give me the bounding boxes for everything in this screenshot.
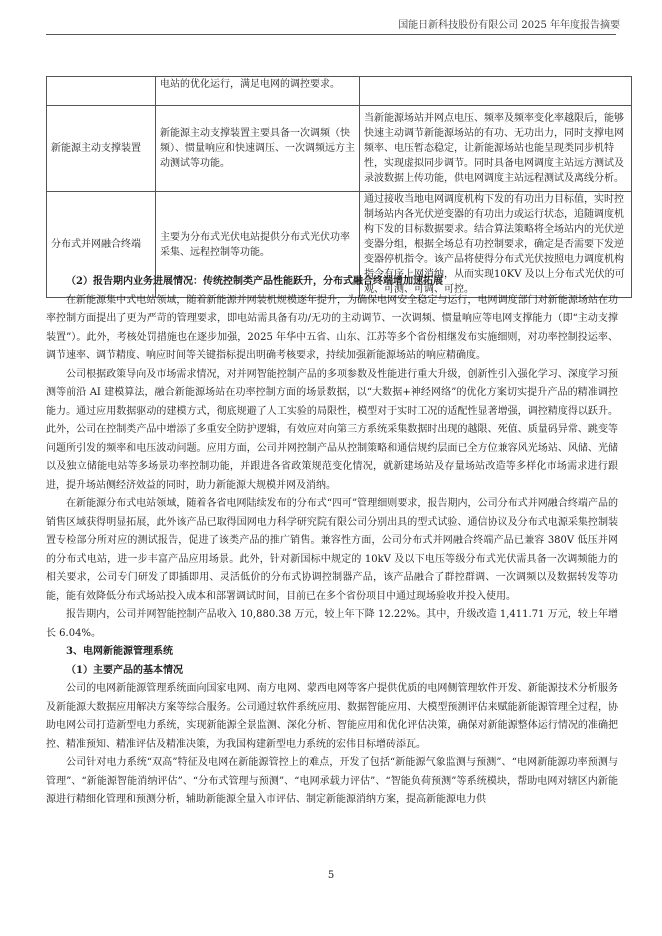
paragraph: 在新能源集中式电站领域，随着新能源并网装机规模逐年提升，为确保电网安全稳定与运行，电网调度部门对新能源场站在功率控制方面提出了更为严苛的管理要求，即电站需具备有功/无功的主动调节、一次调频、惯量响应等电网支撑能力（即“主动支撑装置”）。此外，考核处罚措施也在逐步加强，2025 年华中五省、山东、江苏等多个省份相继发布实施细则，对功率控制投运率、调节速率、调节精度、响应时间等关键指标提出明确考核要求，持续加强新能源场站的响应精确度。 xyxy=(46,294,618,361)
table-cell-summary: 新能源主动支撑装置主要具备一次调频（快频）、惯量响应和快速调压、一次调频远方主动测试等功能。 xyxy=(156,106,360,192)
table-cell-summary: 电站的优化运行，满足电网的调控要求。 xyxy=(156,77,360,106)
paragraph: 在新能源分布式电站领域，随着各省电网陆续发布的分布式“四可”管理细则要求，报告期内，公司分布式并网融合终端产品的销售区域获得明显拓展，此外该产品已取得国网电力科学研究院有限公司分别出具的型式试验、通信协议及分布式电源采集控制装置专检部分所对应的测试报告，促进了该类产品的推广销售。兼容性方面，公司分布式并网融合终端产品已兼容 380V 低压并网的分布式电站，进一步丰富产品应用场景。此外，针对新国标中规定的 10kV 及以下电压等级分布式光伏需具备一次调频能力的相关要求，公司专门研发了即插即用、灵活低价的分布式协调控制器产品，该产品融合了群控群调、一次调频以及数据转发等功能，能有效降低分布式场站投入成本和部署调试时间，目前已在多个省份项目中通过现场验收并投入使用。 xyxy=(46,498,618,602)
table-cell-summary: 主要为分布式光伏电站提供分布式光伏功率采集、远程控制等功能。 xyxy=(156,192,360,298)
section-heading: 3、电网新能源管理系统 xyxy=(66,646,173,657)
report-body xyxy=(46,273,618,810)
table-cell-name xyxy=(47,77,156,106)
paragraph: 报告期内，公司并网智能控制产品收入 10,880.38 万元，较上年下降 12.22%。其中，升级改造 1,411.71 万元，较上年增长 6.04%。 xyxy=(46,609,618,639)
paragraph: 公司根据政策导向及市场需求情况，对并网智能控制产品的多项参数及性能进行重大升级，创新性引入强化学习、深度学习预测等前沿 AI 建模算法，融合新能源场站在功率控制方面的场景数据，以“大数据+神经网络”的优化方案切实提升产品的精准调控能力。通过应用数据驱动的建模方式，彻底规避了人工实验的局限性，模型对于实时工况的适配性显著增强，调控精度得以跃升。此外，公司在控制类产品中增添了多重安全防护逻辑，有效应对向第三方系统采集数据时出现的越限、死值、质量码异常、跳变等问题所引发的频率和电压波动问题。应用方面，公司并网控制产品从控制策略和通信规约层面已全方位兼容风光场站、风储、光储以及独立储能电站等多场景功率控制功能，并跟进各省政策规范变化情况，就新建场站及存量场站改造等多样化市场需求进行跟进，提升场站侧经济效益的同时，助力新能源大规模并网及消纳。 xyxy=(46,368,618,491)
page-number: 5 xyxy=(327,870,335,881)
report-header-title: 国能日新科技股份有限公司 2025 年年度报告摘要 xyxy=(398,20,620,31)
paragraph: 公司的电网新能源管理系统面向国家电网、南方电网、蒙西电网等客户提供优质的电网侧管理软件开发、新能源技术分析服务及新能源大数据应用解决方案等综合服务。公司通过软件系统应用、数据智能应用、大模型预测评估来赋能新能源管理全过程，协助电网公司打造新型电力系统，实现新能源全景监测、深化分析、智能应用和优化评估决策，确保对新能源整体运行情况的准确把控、精准预知、精准评估及精准决策，为我国构建新型电力系统的宏伟目标增砖添瓦。 xyxy=(46,683,618,750)
table-cell-name: 分布式并网融合终端 xyxy=(47,192,156,298)
section-heading: （2）报告期内业务进展情况：传统控制类产品性能跃升，分布式融合终端增加速拓展 xyxy=(66,276,443,287)
table-cell-detail: 当新能源场站并网点电压、频率及频率变化率越限后，能够快速主动调节新能源场站的有功、无功出力，同时支撑电网频率、电压暂态稳定，让新能源场站也能呈现类同步机特性，实现虚拟同步调节。同时具备电网调度主站远方测试及录波数据上传功能，供电网调度主站远程测试及离线分析。 xyxy=(360,106,632,192)
table-row xyxy=(47,106,632,192)
subsection-heading: （1）主要产品的基本情况 xyxy=(66,664,183,676)
header-divider xyxy=(46,34,616,35)
product-table xyxy=(46,76,632,298)
table-cell-detail xyxy=(360,77,632,106)
table-row xyxy=(47,77,632,106)
table-cell-name: 新能源主动支撑装置 xyxy=(47,106,156,192)
table-cell-detail: 通过接收当地电网调度机构下发的有功出力目标值，实时控制场站内各光伏逆变器的有功出力或运行状态，追随调度机构下发的目标数据要求。结合算法策略将全场站内的光伏逆变器分组，根据全场总有功控制要求，确定是否需要下发逆变器停机指令。该产品将使得分布式光伏按照电力调度机构指令有序上网消纳，从而实现10KV 及以上分布式光伏的可观、可测、可调、可控。 xyxy=(360,192,632,298)
paragraph: 公司针对电力系统“双高”特征及电网在新能源管控上的难点，开发了包括“新能源气象监测与预测”、“电网新能源功率预测与管理”、“新能源智能消纳评估”、“分布式管理与预测”、“电网承载力评估”、“智能负荷预测”等系统模块，帮助电网对辖区内新能源进行精细化管理和预测分析，辅助新能源全量入市评估、制定新能源消纳方案，提高新能源电力供 xyxy=(46,757,618,805)
